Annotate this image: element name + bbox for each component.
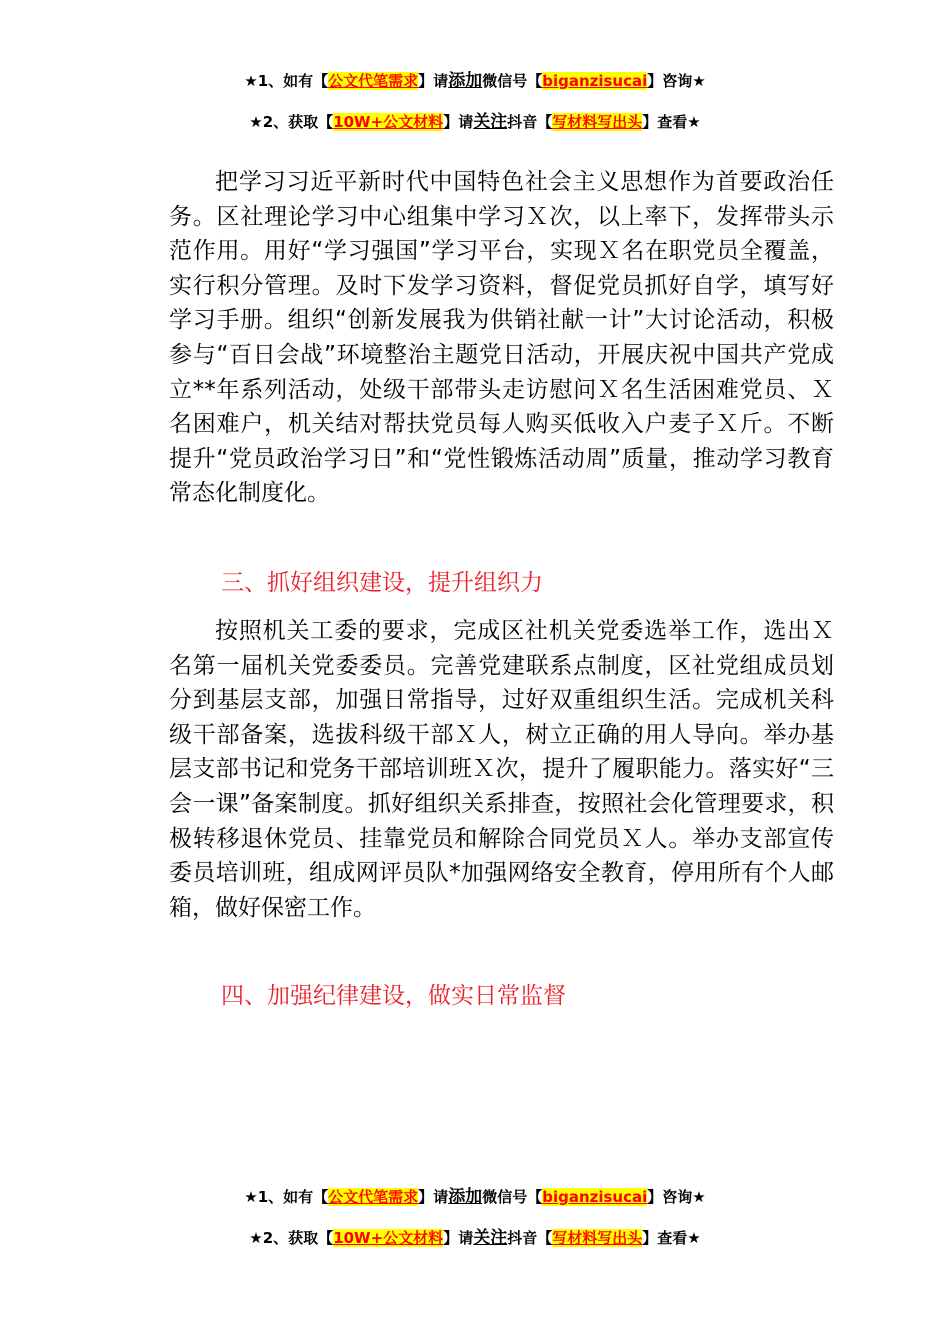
paragraph-study: 把学习习近平新时代中国特色社会主义思想作为首要政治任务。区社理论学习中心组集中学习Ｘ次，以上率下，发挥带头示范作用。用好“学习强国”学习平台，实现Ｘ名在职党员全覆盖，实行积分管理。及时下发学习资料，督促党员抓好自学，填写好学习手册。组织“创新发展我为供销社献一计”大讨论活动，积极参与“百日会战”环境整治主题党日活动，开展庆祝中国共产党成立**年系列活动，处级干部带头走访慰问Ｘ名生活困难党员、Ｘ名困难户，机关结对帮扶党员每人购买低收入户麦子Ｘ斤。不断提升“党员政治学习日”和“党性锻炼活动周”质量，推动学习教育常态化制度化。 <box>169 169 834 507</box>
star-icon: ★ <box>249 113 263 131</box>
promo-text: 】请 <box>418 1188 449 1206</box>
paragraph-organization: 按照机关工委的要求，完成区社机关党委选举工作，选出Ｘ名第一届机关党委委员。完善党建联系点制度，区社党组成员划分到基层支部，加强日常指导，过好双重组织生活。完成机关科级干部备案，选拔科级干部Ｘ人，树立正确的用人导向。举办基层支部书记和党务干部培训班Ｘ次，提升了履职能力。落实好“三会一课”备案制度。抓好组织关系排查，按照社会化管理要求，积极转移退休党员、挂靠党员和解除合同党员Ｘ人。举办支部宣传委员培训班，组成网评员队*加强网络安全教育，停用所有个人邮箱，做好保密工作。 <box>169 618 834 921</box>
promo-text: 】请 <box>443 1229 474 1247</box>
footer-promo-line-2 <box>0 1227 950 1249</box>
promo-text: 】请 <box>443 113 474 131</box>
promo-text: 微信号【 <box>482 72 543 90</box>
promo-wechat-id: biganzisucai <box>542 1188 648 1206</box>
section-heading-3: 三、抓好组织建设，提升组织力 <box>221 570 543 596</box>
promo-emphasis: 关注 <box>473 112 508 132</box>
star-icon: ★ <box>249 1229 263 1247</box>
promo-highlight: 公文代笔需求 <box>328 72 419 90</box>
header-promo-line-2 <box>0 111 950 133</box>
promo-text: 1、如有【 <box>257 1188 329 1206</box>
promo-douyin-id: 写材料写出头 <box>552 1229 643 1247</box>
promo-text: 微信号【 <box>482 1188 543 1206</box>
promo-text: 】请 <box>418 72 449 90</box>
promo-text: 】查看★ <box>642 113 701 131</box>
footer-promo-line-1 <box>0 1186 950 1208</box>
section-heading-4: 四、加强纪律建设，做实日常监督 <box>221 983 566 1009</box>
promo-emphasis: 添加 <box>448 1187 483 1207</box>
promo-douyin-id: 写材料写出头 <box>552 113 643 131</box>
promo-text: 】查看★ <box>642 1229 701 1247</box>
promo-highlight: 10W+公文材料 <box>333 1229 444 1247</box>
promo-emphasis: 添加 <box>448 71 483 91</box>
promo-text: 抖音【 <box>507 1229 553 1247</box>
star-icon: ★ <box>244 72 258 90</box>
promo-text: 1、如有【 <box>257 72 329 90</box>
promo-text: 2、获取【 <box>262 1229 334 1247</box>
promo-text: 】咨询★ <box>647 72 706 90</box>
promo-highlight: 10W+公文材料 <box>333 113 444 131</box>
promo-text: 抖音【 <box>507 113 553 131</box>
promo-wechat-id: biganzisucai <box>542 72 648 90</box>
promo-text: 】咨询★ <box>647 1188 706 1206</box>
promo-highlight: 公文代笔需求 <box>328 1188 419 1206</box>
star-icon: ★ <box>244 1188 258 1206</box>
promo-text: 2、获取【 <box>262 113 334 131</box>
header-promo-line-1 <box>0 70 950 92</box>
promo-emphasis: 关注 <box>473 1228 508 1248</box>
